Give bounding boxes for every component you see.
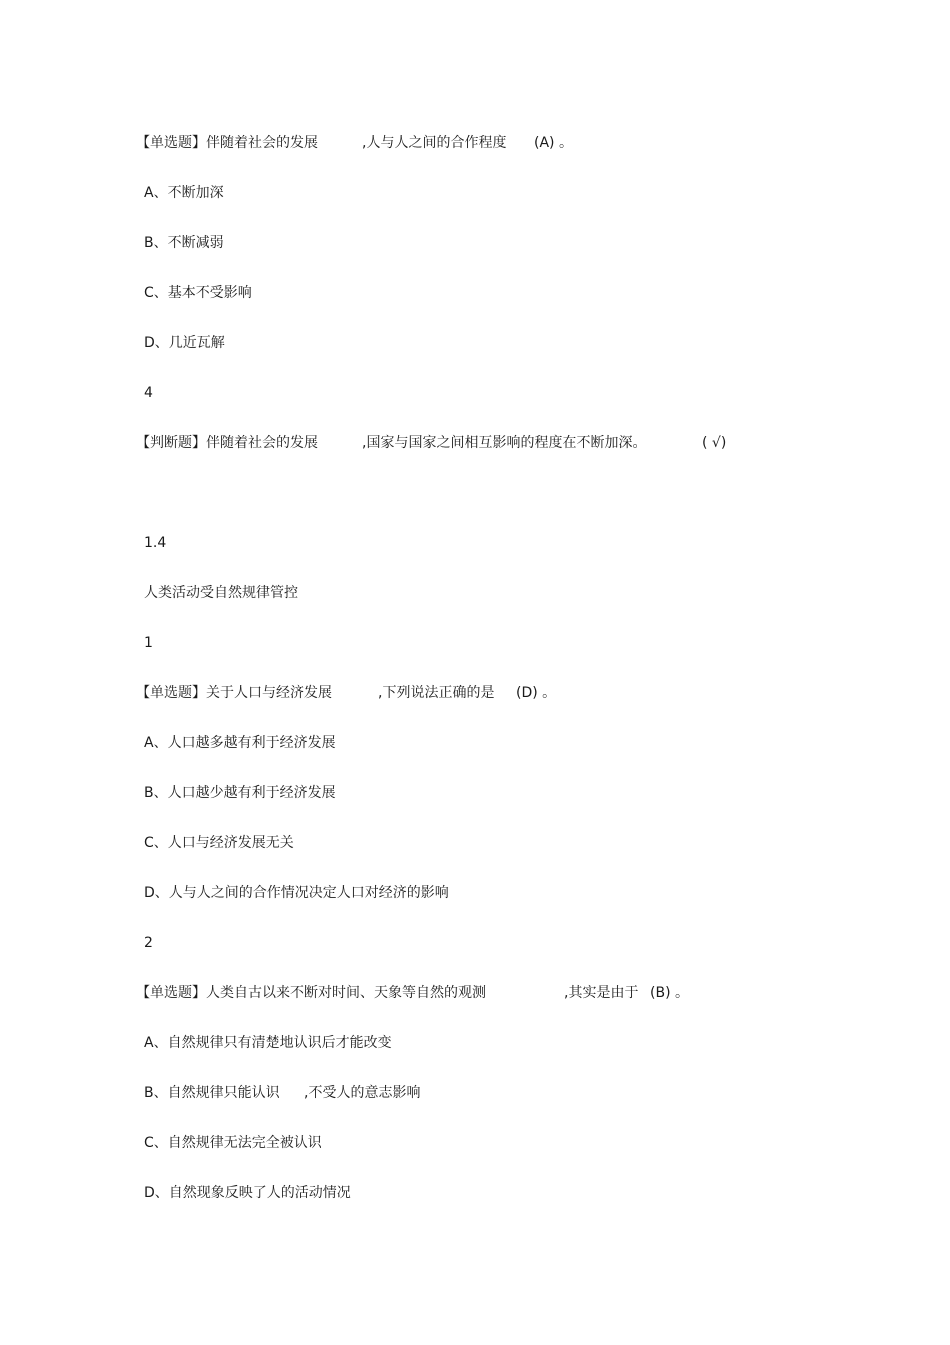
section-title bbox=[0, 584, 950, 602]
option-text: C、基本不受影响 bbox=[144, 285, 252, 301]
question-number: 4 bbox=[144, 385, 153, 401]
section-question-1-option-d bbox=[0, 884, 950, 902]
section-question-2-option-a bbox=[0, 1034, 950, 1052]
question-4-stem-part-2: ,国家与国家之间相互影响的程度在不断加深。 bbox=[362, 435, 647, 451]
question-3-stem bbox=[0, 134, 950, 152]
option-text: D、几近瓦解 bbox=[144, 335, 225, 351]
question-3-option-a bbox=[0, 184, 950, 202]
section-question-2-stem-part-1: 【单选题】人类自古以来不断对时间、天象等自然的观测 bbox=[136, 985, 486, 1001]
section-question-2-stem bbox=[0, 984, 950, 1002]
question-3-stem-part-1: 【单选题】伴随着社会的发展 bbox=[136, 135, 318, 151]
section-question-2-stem-part-2: ,其实是由于 bbox=[564, 985, 639, 1001]
question-3-option-d bbox=[0, 334, 950, 352]
option-text: C、自然规律无法完全被认识 bbox=[144, 1135, 322, 1151]
section-question-1-option-b bbox=[0, 784, 950, 802]
section-question-1-answer: (D) 。 bbox=[516, 685, 557, 701]
section-question-2-answer: (B) 。 bbox=[650, 985, 689, 1001]
section-question-2-option-b bbox=[0, 1084, 950, 1102]
section-title-text: 人类活动受自然规律管控 bbox=[144, 585, 298, 601]
option-text: A、不断加深 bbox=[144, 185, 224, 201]
question-3-option-b bbox=[0, 234, 950, 252]
option-text: B、不断减弱 bbox=[144, 235, 224, 251]
option-text: D、自然现象反映了人的活动情况 bbox=[144, 1185, 351, 1201]
section-question-1-option-a bbox=[0, 734, 950, 752]
question-number-2 bbox=[0, 934, 950, 952]
option-text-part-2: ,不受人的意志影响 bbox=[304, 1085, 421, 1101]
question-4-answer: ( √) bbox=[702, 435, 727, 451]
question-3-option-c bbox=[0, 284, 950, 302]
section-number-text: 1.4 bbox=[144, 535, 167, 551]
question-number: 2 bbox=[144, 935, 153, 951]
section-question-2-option-d bbox=[0, 1184, 950, 1202]
section-question-1-stem-part-1: 【单选题】关于人口与经济发展 bbox=[136, 685, 332, 701]
question-4-stem-part-1: 【判断题】伴随着社会的发展 bbox=[136, 435, 318, 451]
option-text: A、人口越多越有利于经济发展 bbox=[144, 735, 336, 751]
section-question-1-stem bbox=[0, 684, 950, 702]
option-text: C、人口与经济发展无关 bbox=[144, 835, 294, 851]
option-text: B、人口越少越有利于经济发展 bbox=[144, 785, 336, 801]
section-question-1-option-c bbox=[0, 834, 950, 852]
option-text: A、自然规律只有清楚地认识后才能改变 bbox=[144, 1035, 392, 1051]
question-4-stem bbox=[0, 434, 950, 452]
section-number bbox=[0, 534, 950, 552]
question-number-4 bbox=[0, 384, 950, 402]
section-question-1-stem-part-2: ,下列说法正确的是 bbox=[378, 685, 495, 701]
question-number: 1 bbox=[144, 635, 153, 651]
section-question-2-option-c bbox=[0, 1134, 950, 1152]
option-text-part-1: B、自然规律只能认识 bbox=[144, 1085, 280, 1101]
question-3-answer: (A) 。 bbox=[534, 135, 573, 151]
question-3-stem-part-2: ,人与人之间的合作程度 bbox=[362, 135, 507, 151]
option-text: D、人与人之间的合作情况决定人口对经济的影响 bbox=[144, 885, 449, 901]
question-number-1 bbox=[0, 634, 950, 652]
